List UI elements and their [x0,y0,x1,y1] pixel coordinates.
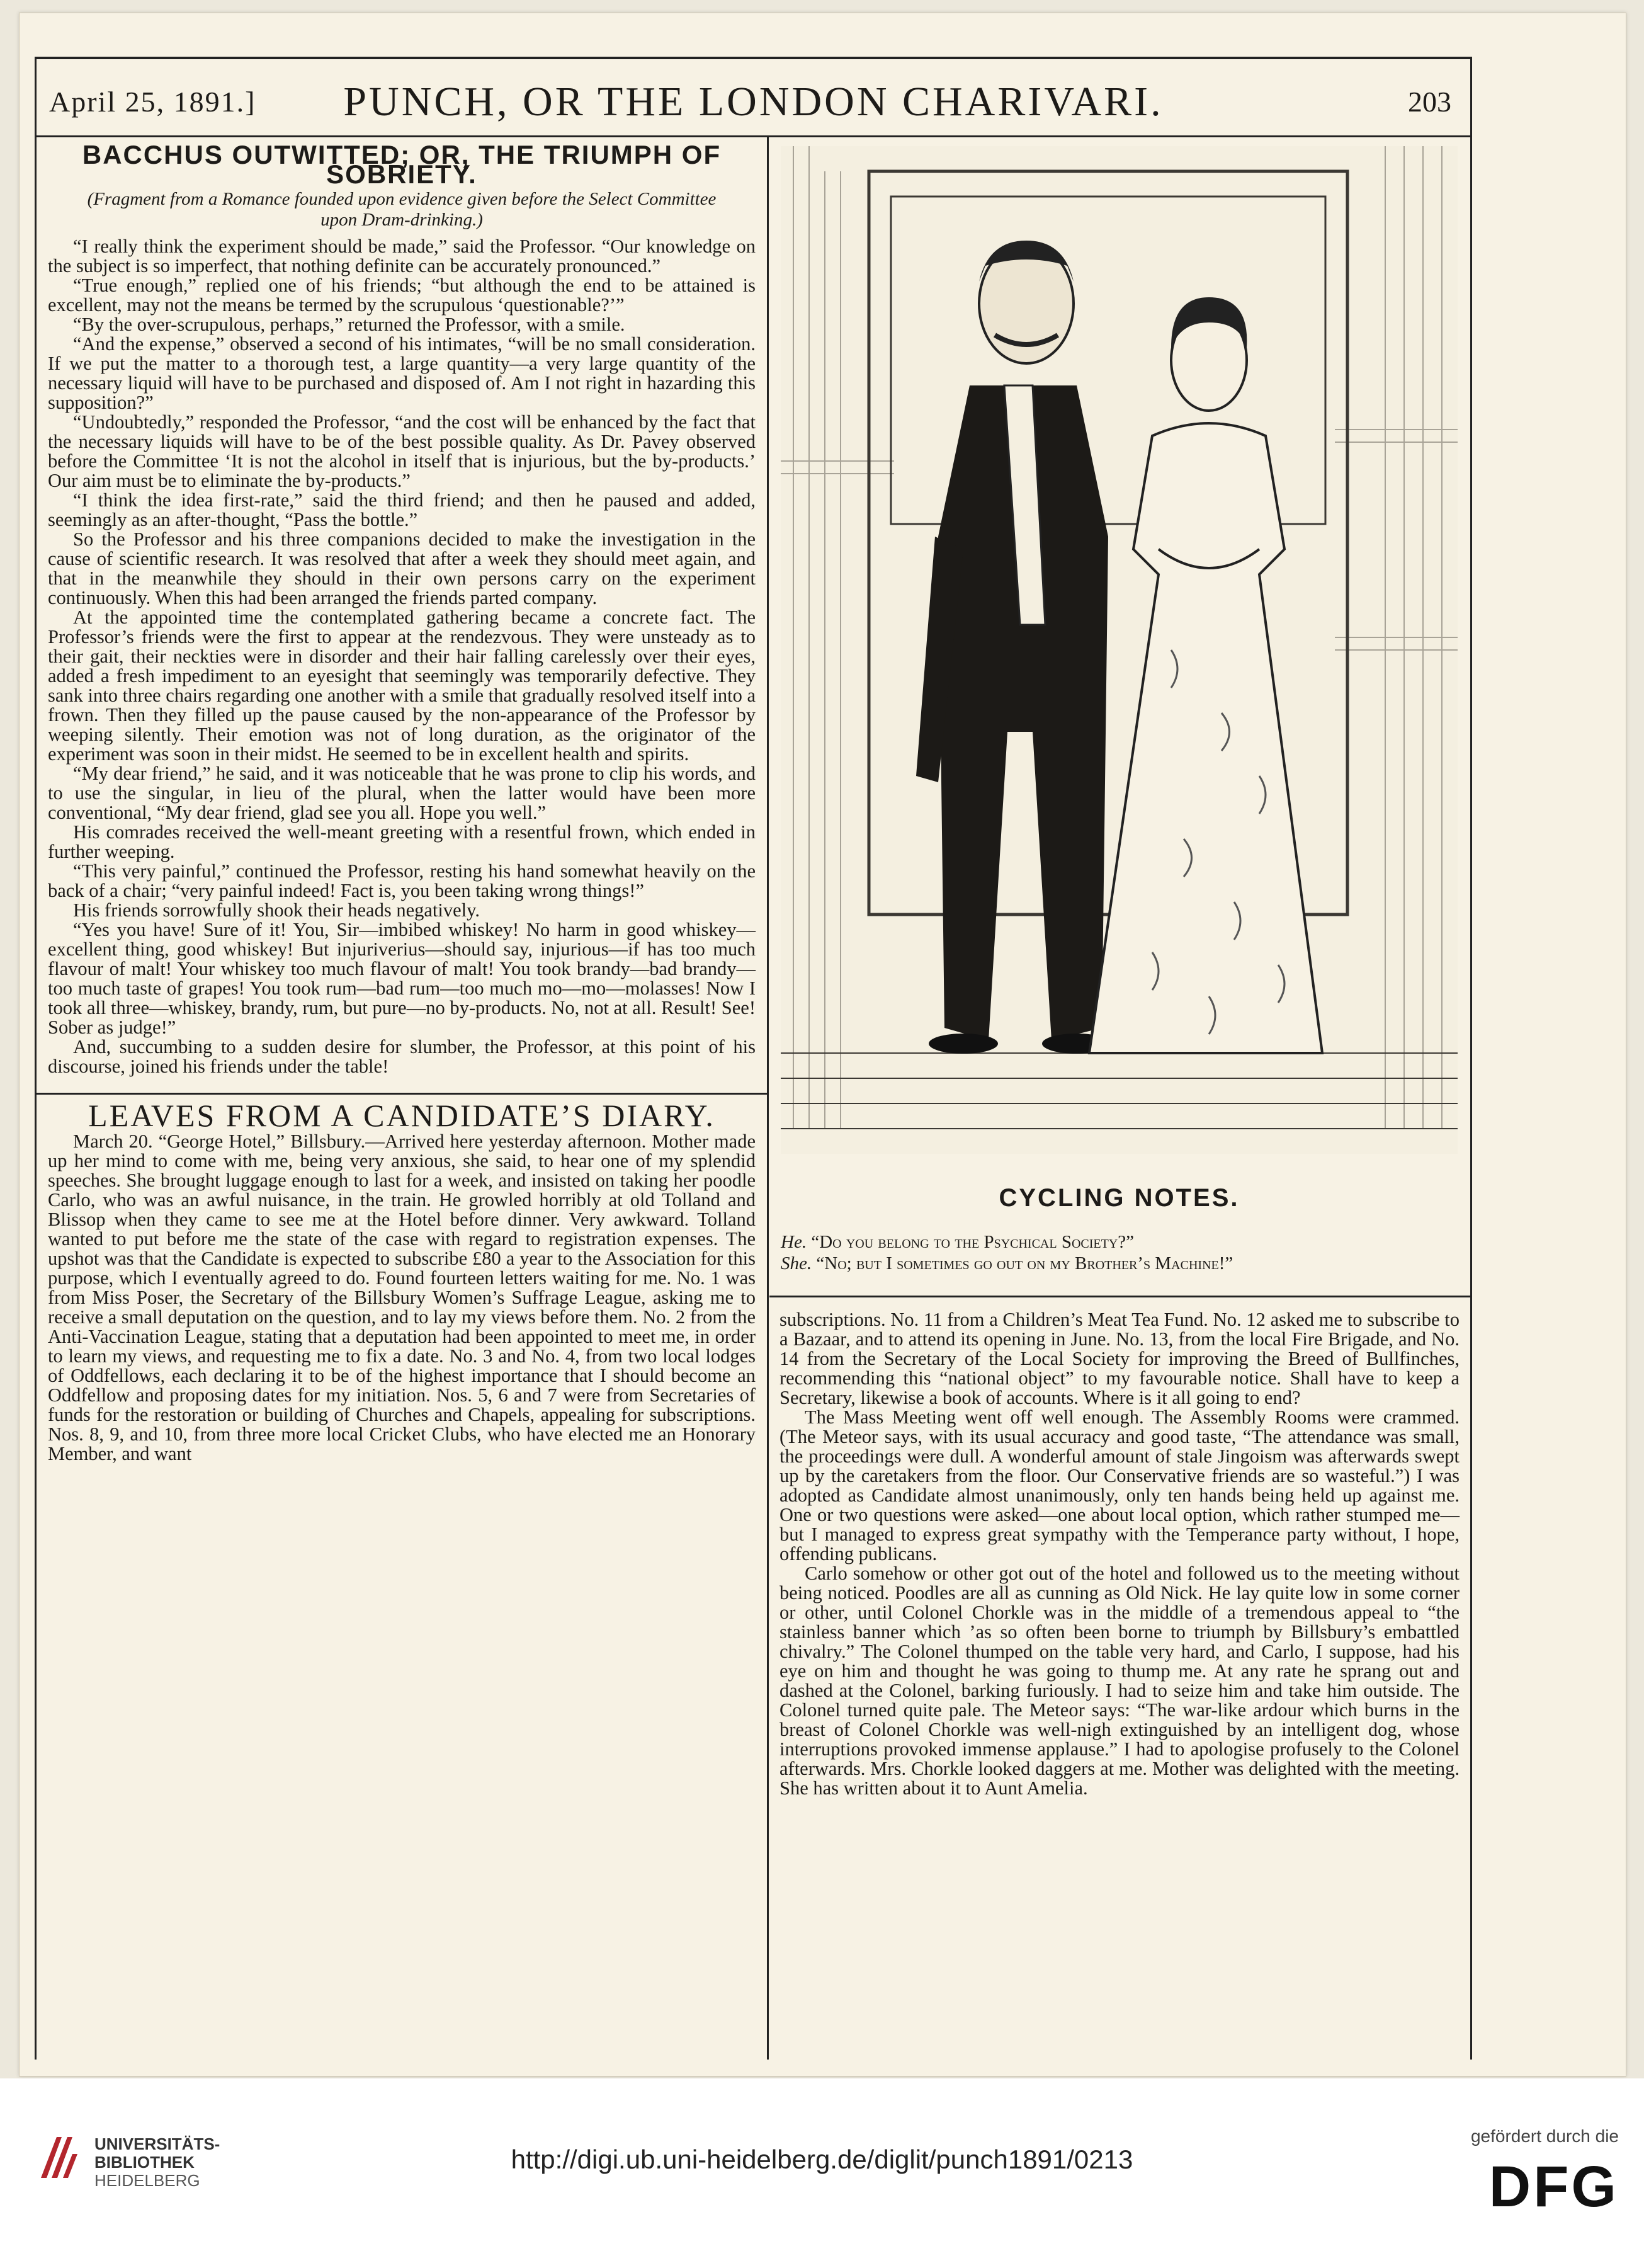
permalink-url[interactable]: http://digi.ub.uni-heidelberg.de/diglit/punch1891/0213 [511,2145,1133,2174]
column-divider [767,135,769,2060]
cycling-notes-illustration [781,146,1458,1154]
issue-date: April 25, 1891.] [49,86,256,118]
paragraph: “My dear friend,” he said, and it was noticeable that he was prone to clip his words, and to use the singular, in lieu of the plural, when the latter would have been more conventional, “My dear friend, glad see you all. Hope you well.” [48,763,756,823]
paragraph: His comrades received the well-meant greeting with a resentful frown, which ended in further weeping. [48,821,756,862]
library-name-line: HEIDELBERG [94,2171,200,2190]
paragraph: “I think the idea first-rate,” said the third friend; and then he paused and added, seemingly as an after-thought, “Pass the bottle.” [48,489,756,530]
library-name-line: UNIVERSITÄTS- [94,2134,220,2153]
paragraph: “This very painful,” continued the Professor, resting his hand somewhat heavily on the back of a chair; “very painful indeed! Fact is, you been taking wrong things!” [48,860,756,901]
article-body-bacchus [48,237,756,1076]
dialogue-line-she [781,1253,1458,1274]
top-border-rule [35,57,1470,59]
paragraph: subscriptions. No. 11 from a Children’s Meat Tea Fund. No. 12 asked me to subscribe to a Bazaar, and to attend its opening in June. No. 13, from the local Fire Brigade, and No. 14 from the Secretary of the Local Society for improving the Breed of Bullfinches, recommending this “national object” to my favourable notice. Shall have to keep a Secretary, likewise a book of accounts. Where is it all going to end? [779,1309,1460,1408]
dialogue-line-he [781,1231,1458,1253]
paragraph: March 20. “George Hotel,” Billsbury.—Arrived here yesterday afternoon. Mother made up her mind to come with me, being very anxious, she said, to hear one of my splendid speeches. She brought luggage enough to last for a week, and insisted on taking her poodle Carlo, who was an awful nuisance, in the train. He growled horribly at old Tolland and Blissop when they came to see me at the Hotel before dinner. Very awkward. Tolland wanted to put before me the state of the case with regard to registration expenses. The upshot was that the Candidate is expected to subscribe £80 a year to the Association for this purpose, which I eventually agreed to do. Found fourteen letters waiting for me. No. 1 was from Miss Poser, the Secretary of the Billsbury Women’s Suffrage League, asking me to receive a small deputation on the question, and to lay my views before them. No. 2 from the Anti-Vaccination League, stating that a deputation had been appointed to meet me, in order to learn my views, and requesting me to fix a date. No. 3 and No. 4, from two local lodges of Oddfellows, each declaring it to be of the highest importance that I should become an Oddfellow and proposing dates for my initiation. Nos. 5, 6 and 7 were from Secretaries of funds for the restoration or building of Churches and Chapels, appealing for subscriptions. Nos. 8, 9, and 10, from three more local Cricket Clubs, who have elected me an Honorary Member, and want [48,1131,756,1464]
funded-by-label: gefördert durch die [1470,2126,1619,2146]
paragraph: “Yes you have! Sure of it! You, Sir—imbibed whiskey! No harm in good whiskey—excellent thing, good whiskey! But injuriverius—should say, injurious—if has too much flavour of malt! Your whiskey too much flavour of malt! You took brandy—bad brandy—too much taste of grapes! You took rum—bad rum—too much mo—mo—molasses! Now I took all three—whiskey, brandy, rum, but pure—no by-products. No, not at all. Result! See! Sober as judge!” [48,919,756,1038]
line-text-he: “Do you belong to the Psychical Society?” [811,1232,1135,1252]
dfg-logo: DFG [1488,2155,1619,2219]
paragraph: “By the over-scrupulous, perhaps,” returned the Professor, with a smile. [73,314,625,335]
paragraph: And, succumbing to a sudden desire for slumber, the Professor, at this point of his discourse, joined his friends under the table! [48,1036,756,1077]
header-rule [35,135,1470,137]
right-border-rule [1470,57,1472,2060]
left-border-rule [35,57,37,2060]
speaker-she: She. [781,1253,812,1274]
speaker-he: He. [781,1232,807,1252]
line-text-she: “No; but I sometimes go out on my Brother’s Machine!” [816,1253,1233,1274]
paragraph: “Undoubtedly,” responded the Professor, “and the cost will be enhanced by the fact that the necessary liquids will have to be of the best possible quality. As Dr. Pavey observed before the Committee ‘It is not the alcohol in itself that is injurious, but the by-products.’ Our aim must be to eliminate the by-products.” [48,411,756,491]
library-name-line: BIBLIOTHEK [94,2153,195,2172]
cartoon-title: CYCLING NOTES. [999,1184,1240,1212]
article-subtitle-bacchus: (Fragment from a Romance founded upon evidence given before the Select Committee upon Dram-drinking.) [87,189,717,230]
article-title-diary: LEAVES FROM A CANDIDATE’S DIARY. [88,1098,715,1133]
article-title-bacchus: BACCHUS OUTWITTED; OR, THE TRIUMPH OF SOBRIETY. [82,140,722,189]
paragraph: His friends sorrowfully shook their heads negatively. [73,899,480,921]
paragraph: “I really think the experiment should be made,” said the Professor. “Our knowledge on the subject is so imperfect, that nothing definite can be accurately pronounced.” [48,236,756,276]
page-header [37,63,1470,132]
paragraph: “And the expense,” observed a second of his intimates, “will be no small consideration. If we put the matter to a thorough test, a large quantity—a very large quantity of the necessary liquid will have to be purchased and disposed of. Am I not right in hazarding this supposition?” [48,333,756,413]
cartoon-dialogue [781,1231,1458,1274]
right-column [779,1310,1460,1798]
article-body-diary [48,1132,756,1464]
paragraph: Carlo somehow or other got out of the hotel and followed us to the meeting without being noticed. Poodles are all as cunning as Old Nick. He lay quite low in some corner or other, until Colonel Chorkle was in the middle of a tremendous appeal to “the stainless banner which ’as so often been borne to triumph by Billsbury’s embattled chivalry.” The Colonel thumped on the table very hard, and Carlo, I suppose, had his eye on him and thought he was going to thump me. At any rate he sprang out and dashed at the Colonel, barking furiously. I had to seize him and take him outside. The Colonel turned quite pale. The Meteor says: “The war-like ardour which burns in the breast of Colonel Chorkle was well-nigh extinguished by an intelligent dog, whose interruptions provoked immense applause.” I had to apologise profusely to the Colonel afterwards. Mrs. Chorkle looked daggers at me. Mother was delighted with the meeting. She has written about it to Aunt Amelia. [779,1563,1460,1799]
paragraph: At the appointed time the contemplated gathering became a concrete fact. The Professor’s friends were the first to appear at the rendezvous. They were unsteady as to their gait, their neckties were in disorder and their hair falling carelessly over their eyes, added a fresh impediment to an eyesight that seemingly was temporarily defective. They sank into three chairs regarding one another with a smile that gradually resolved itself into a frown. Then they filled up the pause caused by the non-appearance of the Professor by weeping silently. Their emotion was not of long duration, as the originator of the experiment was soon in their midst. He seemed to be in excellent health and spirits. [48,607,756,765]
paragraph: So the Professor and his three companions decided to make the investigation in the cause of scientific research. It was resolved that after a week they should meet again, and that in the meanwhile they should in their own persons carry on the experiment continuously. When this had been arranged the friends parted company. [48,528,756,608]
paragraph: “True enough,” replied one of his friends; “but although the end to be attained is excellent, may not the means be termed by the scrupulous ‘questionable?’” [48,275,756,316]
left-column [48,140,756,1464]
publication-title: PUNCH, OR THE LONDON CHARIVARI. [343,79,1164,125]
viewer-footer [0,2078,1644,2268]
cartoon-separator [769,1296,1470,1297]
page-number: 203 [1408,86,1451,118]
paragraph: The Mass Meeting went off well enough. The Assembly Rooms were crammed. (The Meteor says, with its usual accuracy and good taste, “The attendance was small, the proceedings were dull. A wonderful amount of stale Jingoism was afterwards swept up by the caretakers from the floor. Our Conservative friends are so wasteful.”) I was adopted as Candidate almost unanimously, only ten hands being held up against me. One or two questions were asked—one about local option, which rather stumped me—but I managed to express great sympathy with the Temperance party without, I hope, offending publicans. [779,1406,1460,1564]
